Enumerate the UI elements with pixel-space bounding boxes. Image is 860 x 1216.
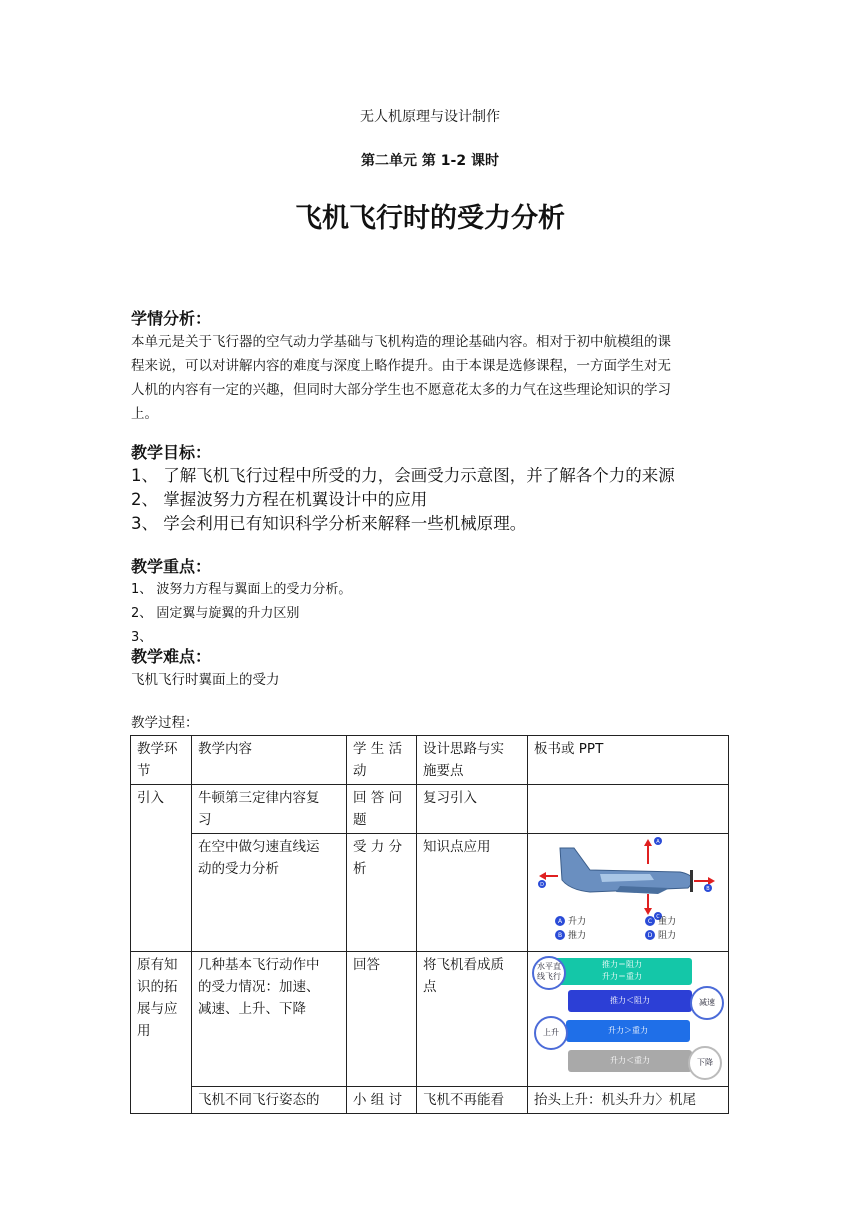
header-stage: 教学环 节	[131, 736, 192, 785]
ppt-cell: 抬头上升：机头升力〉机尾	[528, 1087, 729, 1114]
ppt-cell	[528, 785, 729, 834]
goals-heading: 教学目标：	[131, 443, 212, 462]
design-cell: 将飞机看成质 点	[417, 952, 528, 1087]
activity-cell: 回 答 问 题	[347, 785, 417, 834]
circle-climb: 上升	[534, 1016, 568, 1050]
unit-label: 第二单元 第 1-2 课时	[361, 153, 499, 169]
bar-level-flight: 推力＝阻力 升力＝重力	[552, 958, 692, 985]
circle-level-flight: 水平直线飞行	[532, 956, 566, 990]
course-name: 无人机原理与设计制作	[360, 109, 500, 125]
difficulty-heading: 教学难点：	[131, 647, 212, 666]
activity-cell: 受 力 分 析	[347, 834, 417, 952]
goals-section	[131, 442, 731, 536]
svg-text:D: D	[647, 932, 653, 939]
process-heading: 教学过程：	[131, 715, 199, 731]
goal-item: 2、 掌握波努力方程在机翼设计中的应用	[131, 490, 428, 509]
goal-item: 1、 了解飞机飞行过程中所受的力，会画受力示意图，并了解各个力的来源	[131, 466, 675, 485]
ppt-cell	[528, 834, 729, 952]
key-points-section	[131, 556, 731, 650]
circle-descend: 下降	[688, 1046, 722, 1080]
content-cell: 飞机不同飞行姿态的	[192, 1087, 347, 1114]
content-cell: 牛顿第三定律内容复 习	[192, 785, 347, 834]
goal-item: 3、 学会利用已有知识科学分析来解释一些机械原理。	[131, 514, 527, 533]
header-ppt: 板书或 PPT	[528, 736, 729, 785]
stage-intro: 引入	[131, 785, 192, 952]
difficulty-text: 飞机飞行时翼面上的受力	[131, 672, 280, 688]
key-point-item: 3、	[131, 630, 153, 645]
analysis-section	[131, 308, 731, 426]
page-title: 飞机飞行时的受力分析	[295, 203, 565, 234]
stage-extension: 原有知 识的拓 展与应 用	[131, 952, 192, 1114]
svg-text:D: D	[540, 882, 544, 888]
svg-text:B: B	[557, 932, 563, 939]
header-content: 教学内容	[192, 736, 347, 785]
airplane-force-diagram	[530, 836, 726, 942]
ppt-cell	[528, 952, 729, 1087]
svg-text:C: C	[647, 918, 653, 925]
key-point-item: 2、 固定翼与旋翼的升力区别	[131, 606, 300, 621]
table-row	[131, 952, 729, 1087]
key-points-heading: 教学重点：	[131, 557, 212, 576]
circle-decelerate: 减速	[690, 986, 724, 1020]
svg-text:C: C	[656, 914, 660, 920]
header-activity: 学 生 活 动	[347, 736, 417, 785]
content-cell: 几种基本飞行动作中 的受力情况：加速、 减速、上升、下降	[192, 952, 347, 1087]
design-cell: 复习引入	[417, 785, 528, 834]
bar-descend: 升力＜重力	[568, 1050, 692, 1072]
bar-climb: 升力＞重力	[566, 1020, 690, 1042]
svg-text:推力: 推力	[568, 931, 587, 941]
difficulty-section	[131, 646, 731, 692]
svg-text:升力: 升力	[568, 917, 587, 927]
analysis-line: 程来说，可以对讲解内容的难度与深度上略作提升。由于本课是选修课程，一方面学生对无	[131, 358, 671, 374]
design-cell: 知识点应用	[417, 834, 528, 952]
activity-cell: 小 组 讨	[347, 1087, 417, 1114]
analysis-heading: 学情分析：	[131, 309, 212, 328]
key-point-item: 1、 波努力方程与翼面上的受力分析。	[131, 582, 352, 597]
table-row	[131, 785, 729, 834]
lesson-table	[130, 735, 729, 1114]
table-header-row	[131, 736, 729, 785]
svg-text:阻力: 阻力	[658, 931, 677, 941]
flight-state-diagram	[530, 954, 726, 1082]
content-cell: 在空中做匀速直线运 动的受力分析	[192, 834, 347, 952]
svg-text:A: A	[656, 839, 660, 845]
table-row	[131, 834, 729, 952]
analysis-line: 上。	[131, 406, 158, 422]
activity-cell: 回答	[347, 952, 417, 1087]
design-cell: 飞机不再能看	[417, 1087, 528, 1114]
header-design: 设计思路与实 施要点	[417, 736, 528, 785]
table-row	[131, 1087, 729, 1114]
svg-text:重力: 重力	[658, 917, 677, 927]
bar-decelerate: 推力＜阻力	[568, 990, 692, 1012]
analysis-line: 本单元是关于飞行器的空气动力学基础与飞机构造的理论基础内容。相对于初中航模组的课	[131, 334, 671, 350]
analysis-line: 人机的内容有一定的兴趣，但同时大部分学生也不愿意花太多的力气在这些理论知识的学习	[131, 382, 671, 398]
svg-text:A: A	[557, 918, 563, 925]
svg-text:B: B	[706, 886, 710, 892]
